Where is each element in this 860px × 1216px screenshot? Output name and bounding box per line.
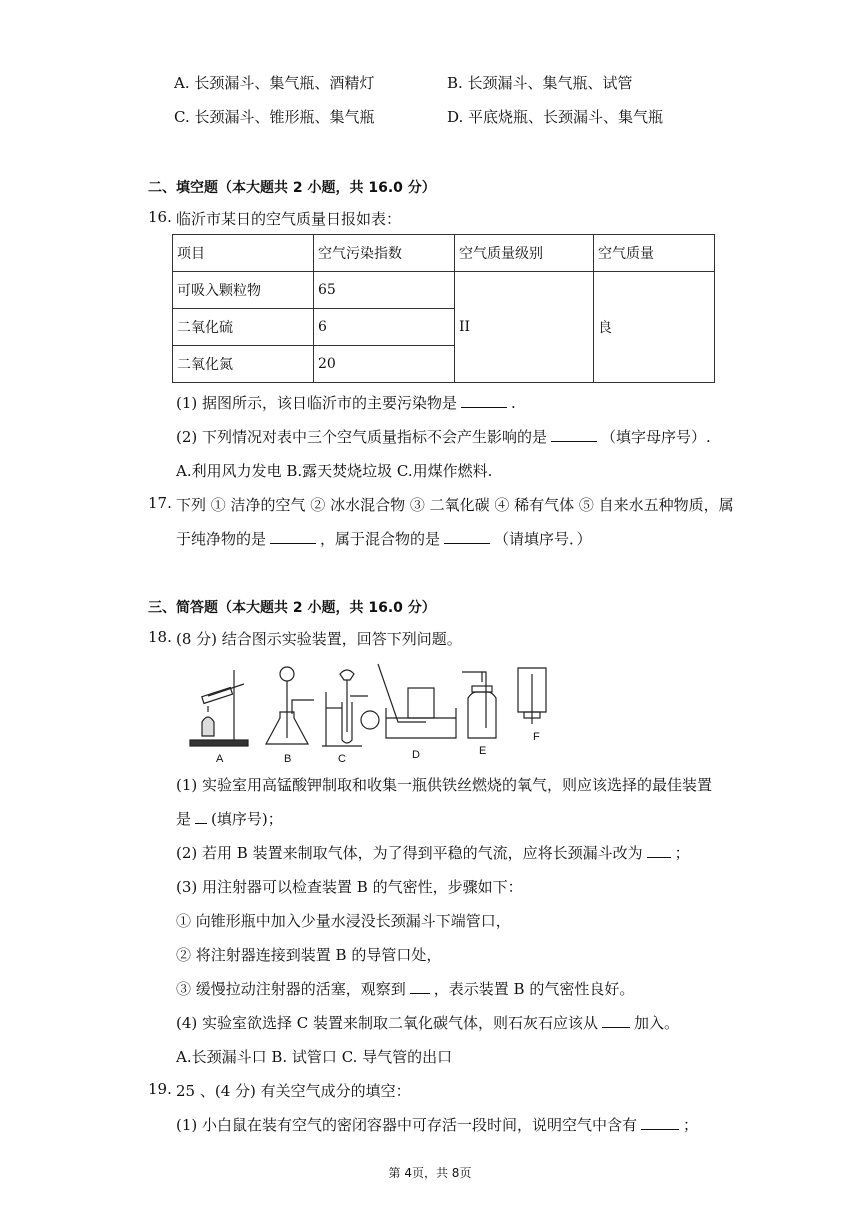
- q16-p1-text: (1) 据图所示，该日临沂市的主要污染物是: [176, 394, 458, 412]
- question-19-stem: 25 、(4 分) 有关空气成分的填空：: [176, 1082, 411, 1100]
- apparatus-figure: [186, 662, 556, 766]
- q17-text-c: （请填序号．）: [494, 530, 592, 548]
- q18-p1-text-a: 是: [176, 810, 192, 828]
- q18-p4-end: 加入。: [634, 1014, 680, 1032]
- question-18-step-1: ① 向锥形瓶中加入少量水浸没长颈漏斗下端管口，: [176, 912, 511, 930]
- table-header-cell: 项目: [173, 235, 314, 272]
- table-header-row: [173, 235, 715, 272]
- q18-p1-text-b: (填序号)；: [211, 810, 283, 828]
- q17-text-b: ，属于混合物的是: [320, 530, 441, 548]
- apparatus-a-icon: [190, 670, 248, 746]
- table-cell-item: 二氧化氮: [173, 346, 314, 383]
- figure-label: F: [533, 731, 540, 743]
- q19-p1-end: ；: [683, 1116, 699, 1134]
- answer-blank[interactable]: [602, 1013, 630, 1028]
- question-18-part-3: (3) 用注射器可以检查装置 B 的气密性，步骤如下：: [176, 878, 523, 896]
- question-17-line-1: 下列 ① 洁净的空气 ② 冰水混合物 ③ 二氧化碳 ④ 稀有气体 ⑤ 自来水五种物质，属: [176, 496, 734, 514]
- figure-label: B: [284, 753, 292, 765]
- q16-p2-end: （填字母序号）.: [601, 428, 711, 446]
- answer-blank[interactable]: [461, 393, 507, 408]
- apparatus-c-icon: [322, 670, 379, 746]
- table-cell-item: 二氧化硫: [173, 309, 314, 346]
- question-18-part-1-line-2: [176, 808, 283, 829]
- apparatus-b-icon: [266, 667, 314, 744]
- question-18-step-3: [176, 978, 634, 999]
- question-19-part-1: [176, 1114, 698, 1135]
- option-c: C. 长颈漏斗、锥形瓶、集气瓶: [174, 108, 375, 126]
- answer-blank[interactable]: [641, 1115, 679, 1130]
- question-18-stem: (8 分) 结合图示实验装置，回答下列问题。: [176, 630, 462, 648]
- table-cell-index: 65: [314, 272, 455, 309]
- table-header-cell: 空气污染指数: [314, 235, 455, 272]
- table-cell-index: 6: [314, 309, 455, 346]
- table-cell-quality: 良: [594, 272, 715, 383]
- q16-p1-end: .: [511, 394, 516, 412]
- q18-p4-text: (4) 实验室欲选择 C 装置来制取二氧化碳气体，则石灰石应该从: [176, 1014, 599, 1032]
- q19-p1-text: (1) 小白鼠在装有空气的密闭容器中可存活一段时间，说明空气中含有: [176, 1116, 638, 1134]
- question-16-choices: A.利用风力发电 B.露天焚烧垃圾 C.用煤作燃料.: [176, 462, 493, 480]
- answer-blank[interactable]: [410, 979, 430, 994]
- air-quality-table: [172, 234, 715, 383]
- table-cell-index: 20: [314, 346, 455, 383]
- q17-text-a: 于纯净物的是: [176, 530, 267, 548]
- question-16-part-1: [176, 392, 516, 413]
- answer-blank[interactable]: [195, 809, 207, 824]
- question-17-line-2: [176, 528, 592, 549]
- apparatus-d-icon: [378, 664, 456, 738]
- question-number-19: 19.: [148, 1080, 172, 1098]
- answer-blank[interactable]: [444, 529, 490, 544]
- answer-blank[interactable]: [270, 529, 316, 544]
- answer-blank[interactable]: [647, 843, 671, 858]
- apparatus-e-icon: [462, 672, 496, 738]
- question-18-part-1-line-1: (1) 实验室用高锰酸钾制取和收集一瓶供铁丝燃烧的氧气，则应该选择的最佳装置: [176, 776, 713, 794]
- question-number-17: 17.: [148, 494, 172, 512]
- question-18-part-4: [176, 1012, 679, 1033]
- question-number-16: 16.: [148, 208, 172, 226]
- question-18-step-2: ② 将注射器连接到装置 B 的导管口处，: [176, 946, 442, 964]
- table-header-cell: 空气质量: [594, 235, 715, 272]
- table-row: [173, 272, 715, 309]
- figure-label: D: [412, 749, 420, 761]
- question-16-stem: 临沂市某日的空气质量日报如表：: [176, 210, 402, 228]
- page-footer: 第 4页，共 8页: [388, 1166, 472, 1180]
- question-16-part-2: [176, 426, 711, 447]
- section-heading-fill-in: 二、填空题（本大题共 2 小题，共 16.0 分）: [148, 180, 436, 196]
- q18-p2-text: (2) 若用 B 装置来制取气体，为了得到平稳的气流，应将长颈漏斗改为: [176, 844, 643, 862]
- option-b: B. 长颈漏斗、集气瓶、试管: [447, 74, 633, 92]
- answer-blank[interactable]: [551, 427, 597, 442]
- q18-s3-text: ③ 缓慢拉动注射器的活塞，观察到: [176, 980, 406, 998]
- table-cell-item: 可吸入颗粒物: [173, 272, 314, 309]
- apparatus-f-icon: [518, 668, 546, 724]
- q18-p2-end: ；: [674, 844, 690, 862]
- q16-p2-text: (2) 下列情况对表中三个空气质量指标不会产生影响的是: [176, 428, 548, 446]
- option-a: A. 长颈漏斗、集气瓶、酒精灯: [174, 74, 375, 92]
- question-number-18: 18.: [148, 628, 172, 646]
- figure-label: A: [216, 753, 224, 765]
- question-18-part-2: [176, 842, 690, 863]
- section-heading-short-answer: 三、简答题（本大题共 2 小题，共 16.0 分）: [148, 600, 436, 616]
- figure-label: E: [479, 745, 487, 757]
- question-18-choices: A.长颈漏斗口 B. 试管口 C. 导气管的出口: [176, 1048, 453, 1066]
- q18-s3-end: ，表示装置 B 的气密性良好。: [433, 980, 635, 998]
- figure-label: C: [338, 753, 346, 765]
- table-cell-level: II: [455, 272, 594, 383]
- table-header-cell: 空气质量级别: [455, 235, 594, 272]
- option-d: D. 平底烧瓶、长颈漏斗、集气瓶: [447, 108, 664, 126]
